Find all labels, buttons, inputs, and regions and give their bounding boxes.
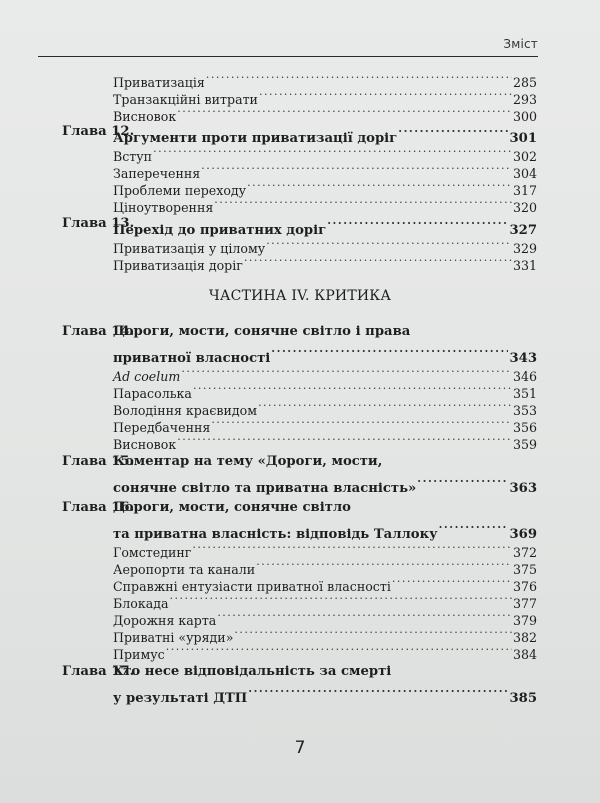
dot-leader bbox=[259, 86, 512, 104]
dot-leader bbox=[214, 194, 512, 212]
chapter-14-page: 343 bbox=[509, 351, 537, 366]
dot-leader bbox=[177, 431, 512, 449]
toc-entry-title: Приватизація доріг bbox=[113, 258, 243, 273]
dot-leader bbox=[166, 641, 512, 659]
toc-entry-title: Транзакційні витрати bbox=[113, 92, 258, 107]
toc-entry-page: 329 bbox=[512, 241, 537, 256]
chapter-13-page: 327 bbox=[509, 223, 537, 238]
chapter-12-page: 301 bbox=[509, 131, 537, 146]
dot-leader bbox=[266, 235, 512, 253]
dot-leader bbox=[244, 252, 512, 270]
part-heading: ЧАСТИНА IV. КРИТИКА bbox=[208, 288, 392, 304]
dot-leader bbox=[192, 539, 512, 557]
chapter-16-title-line2: та приватна власність: відповідь Таллоку bbox=[113, 527, 438, 542]
toc-entry-title: Приватизація bbox=[113, 75, 205, 90]
toc-entry-title: Володіння краєвидом bbox=[113, 403, 258, 418]
chapter-13-label: Глава 13. bbox=[62, 216, 135, 231]
dot-leader bbox=[247, 177, 512, 195]
toc-entry-title: Гомстединг bbox=[113, 545, 192, 560]
chapter-15-title-line2: сонячне світло та приватна власність» bbox=[113, 481, 417, 496]
chapter-14-title-line2: приватної власності bbox=[113, 351, 271, 366]
toc-entry-title: Висновок bbox=[113, 437, 177, 452]
chapter-17-label: Глава 17. bbox=[62, 664, 135, 679]
running-head-title: Зміст bbox=[503, 37, 538, 51]
dot-leader bbox=[327, 214, 508, 234]
toc-entry-title: Справжні ентузіасти приватної власності bbox=[113, 579, 391, 594]
dot-leader bbox=[439, 518, 509, 538]
toc-entry-title: Заперечення bbox=[113, 166, 201, 181]
chapter-17-title-line2: у результаті ДТП bbox=[113, 691, 248, 706]
dot-leader bbox=[234, 624, 512, 642]
toc-entry-title: Передбачення bbox=[113, 420, 211, 435]
dot-leader bbox=[153, 143, 512, 161]
dot-leader bbox=[169, 590, 511, 608]
toc-entry-title: Аеропорти та канали bbox=[113, 562, 256, 577]
dot-leader bbox=[398, 122, 508, 142]
dot-leader bbox=[271, 342, 508, 362]
dot-leader bbox=[392, 573, 512, 591]
toc-entry-title: Парасолька bbox=[113, 386, 192, 401]
toc-entry-page: 351 bbox=[512, 386, 537, 401]
toc-entry-page: 346 bbox=[512, 369, 537, 384]
toc-entry-title: Висновок bbox=[113, 109, 177, 124]
toc-entry-title: Ad coelum bbox=[113, 369, 181, 384]
toc-entry-title: Примус bbox=[113, 647, 165, 662]
toc-entry-title: Дорожня карта bbox=[113, 613, 217, 628]
toc-entry-page: 300 bbox=[512, 109, 537, 124]
toc-entry-page: 353 bbox=[512, 403, 537, 418]
dot-leader bbox=[201, 160, 512, 178]
toc-entry-title: Ціноутворення bbox=[113, 200, 214, 215]
toc-entry-title: Приватизація у цілому bbox=[113, 241, 266, 256]
chapter-15-label: Глава 15. bbox=[62, 454, 135, 469]
toc-entry[interactable] bbox=[113, 641, 537, 664]
chapter-16-page: 369 bbox=[509, 527, 537, 542]
dot-leader bbox=[177, 103, 512, 121]
toc-entry-title: Блокада bbox=[113, 596, 169, 611]
toc-entry-page: 317 bbox=[512, 183, 537, 198]
chapter-14-label: Глава 14. bbox=[62, 324, 135, 339]
chapter-13-title: Перехід до приватних доріг bbox=[113, 223, 327, 238]
toc-entry[interactable] bbox=[113, 431, 537, 454]
toc-entry-page: 384 bbox=[512, 647, 537, 662]
dot-leader bbox=[258, 397, 512, 415]
chapter-16-label: Глава 16. bbox=[62, 500, 135, 515]
running-head bbox=[38, 34, 538, 57]
toc-entry-page: 285 bbox=[512, 75, 537, 90]
page-number: 7 bbox=[294, 738, 306, 758]
dot-leader bbox=[256, 556, 512, 574]
toc-entry-page: 304 bbox=[512, 166, 537, 181]
chapter-17-title-line1[interactable]: Хто несе відповідальність за смерті bbox=[113, 664, 392, 679]
dot-leader bbox=[417, 472, 508, 492]
chapter-15-page: 363 bbox=[509, 481, 537, 496]
dot-leader bbox=[193, 380, 512, 398]
chapter-12-label: Глава 12. bbox=[62, 124, 135, 139]
toc-entry-title: Приватні «уряди» bbox=[113, 630, 234, 645]
chapter-15-entry[interactable] bbox=[113, 472, 537, 499]
chapter-14-title-line1[interactable]: Дороги, мости, сонячне світло і права bbox=[113, 324, 411, 339]
toc-entry-page: 379 bbox=[512, 613, 537, 628]
toc-entry-page: 356 bbox=[512, 420, 537, 435]
chapter-17-page: 385 bbox=[509, 691, 537, 706]
toc-entry-title: Проблеми переходу bbox=[113, 183, 247, 198]
toc-entry[interactable] bbox=[113, 252, 537, 275]
chapter-15-title-line1[interactable]: Коментар на тему «Дороги, мости, bbox=[113, 454, 383, 469]
toc-entry-title: Вступ bbox=[113, 149, 153, 164]
toc-entry-page: 372 bbox=[512, 545, 537, 560]
toc-entry-page: 375 bbox=[512, 562, 537, 577]
toc-entry-page: 331 bbox=[512, 258, 537, 273]
chapter-17-entry[interactable] bbox=[113, 682, 537, 709]
toc-entry-page: 376 bbox=[512, 579, 537, 594]
dot-leader bbox=[217, 607, 512, 625]
chapter-12-title: Аргументи проти приватизації доріг bbox=[113, 131, 398, 146]
toc-entry-page: 382 bbox=[512, 630, 537, 645]
toc-entry-page: 359 bbox=[512, 437, 537, 452]
dot-leader bbox=[211, 414, 512, 432]
dot-leader bbox=[206, 69, 512, 87]
chapter-16-title-line1[interactable]: Дороги, мости, сонячне світло bbox=[113, 500, 351, 515]
dot-leader bbox=[181, 363, 512, 381]
toc-entry-page: 377 bbox=[512, 596, 537, 611]
toc-entry-page: 320 bbox=[512, 200, 537, 215]
dot-leader bbox=[248, 682, 508, 702]
toc-entry-page: 293 bbox=[512, 92, 537, 107]
toc-entry-page: 302 bbox=[512, 149, 537, 164]
